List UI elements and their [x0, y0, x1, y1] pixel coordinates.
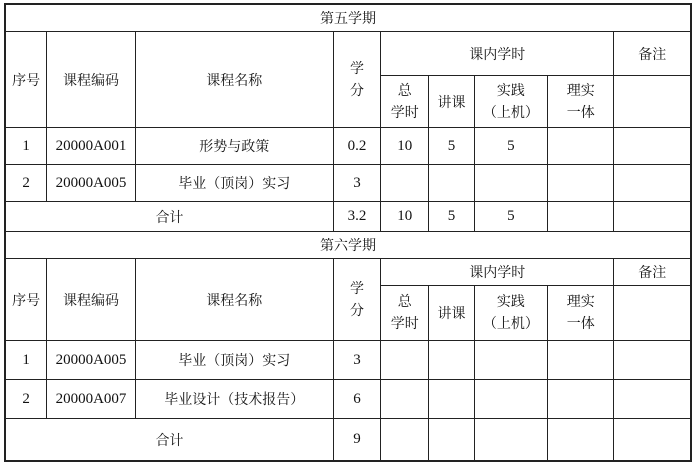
- row-remark: [614, 165, 691, 202]
- row-practice: [474, 341, 547, 380]
- row-name: 毕业设计（技术报告）: [135, 380, 333, 419]
- course-schedule-table: [5, 4, 691, 461]
- row-integrated: [548, 128, 614, 165]
- header-practice-top: 实践: [496, 82, 525, 99]
- total-label: 合计: [6, 419, 334, 461]
- header-hours-group: 课内学时: [381, 259, 614, 286]
- header-credit-top: 学: [350, 60, 364, 77]
- header-seq: 序号: [6, 259, 47, 341]
- table-row: [6, 341, 691, 380]
- header-credit-top: 学: [350, 280, 364, 297]
- row-seq: 2: [6, 165, 47, 202]
- row-seq: 1: [6, 128, 47, 165]
- total-lecture: [429, 419, 474, 461]
- header-name: 课程名称: [135, 32, 333, 128]
- header-integrated: [548, 76, 614, 128]
- total-label: 合计: [6, 202, 334, 232]
- header-integrated-bottom: 一体: [566, 316, 595, 332]
- header-row: [6, 32, 691, 76]
- row-practice: 5: [474, 128, 547, 165]
- header-remark: 备注: [614, 259, 691, 286]
- semester-title-row: [6, 5, 691, 32]
- row-code: 20000A005: [47, 341, 136, 380]
- header-code: 课程编码: [47, 32, 136, 128]
- header-practice-bottom: （上机）: [482, 104, 539, 121]
- total-row: [6, 419, 691, 461]
- header-integrated-bottom: 一体: [566, 104, 595, 121]
- row-integrated: [548, 165, 614, 202]
- header-credit: [333, 32, 380, 128]
- row-lecture: [429, 341, 474, 380]
- header-credit: [333, 259, 380, 341]
- row-seq: 1: [6, 341, 47, 380]
- total-integrated: [548, 419, 614, 461]
- row-practice: [474, 380, 547, 419]
- row-integrated: [548, 341, 614, 380]
- header-remark-blank: [614, 286, 691, 341]
- header-total-bottom: 学时: [390, 104, 419, 121]
- header-credit-bottom: 分: [350, 302, 364, 319]
- row-name: 毕业（顶岗）实习: [135, 341, 333, 380]
- total-lecture: 5: [429, 202, 474, 232]
- row-credit: 0.2: [333, 128, 380, 165]
- row-credit: 3: [333, 165, 380, 202]
- semester-title: 第五学期: [6, 5, 691, 32]
- header-lecture: 讲课: [429, 286, 474, 341]
- row-integrated: [548, 380, 614, 419]
- row-code: 20000A005: [47, 165, 136, 202]
- header-practice-bottom: （上机）: [482, 316, 539, 332]
- row-lecture: [429, 380, 474, 419]
- header-total-top: 总: [397, 82, 412, 99]
- header-code: 课程编码: [47, 259, 136, 341]
- row-total-hours: [381, 380, 429, 419]
- header-credit-bottom: 分: [350, 82, 364, 99]
- header-practice: [474, 286, 547, 341]
- header-row: [6, 259, 691, 286]
- row-credit: 3: [333, 341, 380, 380]
- row-total-hours: 10: [381, 128, 429, 165]
- row-name: 形势与政策: [135, 128, 333, 165]
- row-code: 20000A001: [47, 128, 136, 165]
- row-seq: 2: [6, 380, 47, 419]
- row-practice: [474, 165, 547, 202]
- header-total-bottom: 学时: [390, 316, 419, 332]
- total-practice: [474, 419, 547, 461]
- header-total-hours: [381, 76, 429, 128]
- semester-title: 第六学期: [6, 232, 691, 259]
- row-total-hours: [381, 165, 429, 202]
- header-remark: 备注: [614, 32, 691, 76]
- total-practice: 5: [474, 202, 547, 232]
- total-hours: 10: [381, 202, 429, 232]
- header-total-hours: [381, 286, 429, 341]
- total-credit: 3.2: [333, 202, 380, 232]
- header-name: 课程名称: [135, 259, 333, 341]
- header-remark-blank: [614, 76, 691, 128]
- table-row: [6, 165, 691, 202]
- header-integrated-top: 理实: [566, 294, 595, 310]
- header-integrated-top: 理实: [566, 82, 595, 99]
- row-lecture: 5: [429, 128, 474, 165]
- total-integrated: [548, 202, 614, 232]
- row-credit: 6: [333, 380, 380, 419]
- row-code: 20000A007: [47, 380, 136, 419]
- total-remark: [614, 419, 691, 461]
- header-total-top: 总: [397, 294, 412, 310]
- header-seq: 序号: [6, 32, 47, 128]
- course-schedule-sheet: [5, 4, 691, 461]
- row-total-hours: [381, 341, 429, 380]
- header-lecture: 讲课: [429, 76, 474, 128]
- total-row: [6, 202, 691, 232]
- row-remark: [614, 380, 691, 419]
- row-name: 毕业（顶岗）实习: [135, 165, 333, 202]
- header-hours-group: 课内学时: [381, 32, 614, 76]
- header-practice-top: 实践: [496, 294, 525, 310]
- table-row: [6, 128, 691, 165]
- row-remark: [614, 128, 691, 165]
- header-integrated: [548, 286, 614, 341]
- semester-title-row: [6, 232, 691, 259]
- table-row: [6, 380, 691, 419]
- total-hours: [381, 419, 429, 461]
- total-credit: 9: [333, 419, 380, 461]
- header-practice: [474, 76, 547, 128]
- total-remark: [614, 202, 691, 232]
- row-lecture: [429, 165, 474, 202]
- row-remark: [614, 341, 691, 380]
